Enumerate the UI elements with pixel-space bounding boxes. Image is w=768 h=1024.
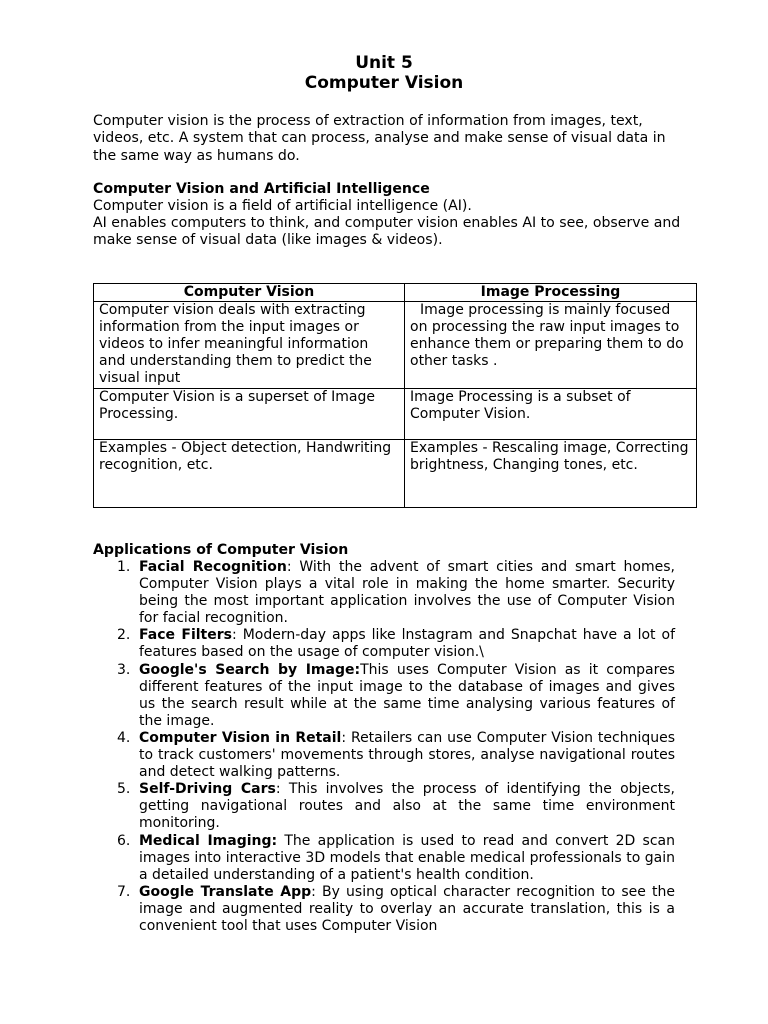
item-separator: : xyxy=(231,627,243,644)
item-term: Face Filters xyxy=(139,627,232,644)
item-separator: : xyxy=(311,883,322,900)
intro-paragraph: Computer vision is the process of extraction of information from images, text, videos, etc. A system that can process, analyse and make sense of visual data in the same way as humans do. xyxy=(93,113,666,164)
item-term: Self-Driving Cars xyxy=(139,781,276,798)
table-cell: Computer vision deals with extracting information from the input images or videos to infer meaningful information and understanding them to predict the visual input xyxy=(94,302,405,389)
table-cell: Examples - Rescaling image, Correcting brightness, Changing tones, etc. xyxy=(405,440,697,508)
item-number: 1. xyxy=(117,559,131,575)
item-term: Google's Search by Image: xyxy=(139,661,361,678)
comparison-table xyxy=(93,283,697,508)
table-header-cv: Computer Vision xyxy=(94,284,405,302)
table-header-row xyxy=(94,284,697,302)
unit-title: Unit 5 xyxy=(355,53,413,73)
list-item xyxy=(117,559,675,627)
item-separator: : xyxy=(275,781,289,798)
cv-ai-line-1: Computer vision is a field of artificial intelligence (AI). xyxy=(93,198,472,214)
item-number: 7. xyxy=(117,883,131,900)
table-row xyxy=(94,302,697,389)
item-number: 6. xyxy=(117,832,131,849)
item-term: Medical Imaging: xyxy=(139,832,278,849)
list-item xyxy=(117,661,675,730)
item-term: Facial Recognition xyxy=(139,559,287,575)
table-row xyxy=(94,389,697,440)
list-item xyxy=(117,883,676,935)
list-item xyxy=(117,627,676,661)
item-term: Google Translate App xyxy=(139,883,312,900)
item-term: Computer Vision in Retail xyxy=(139,729,342,746)
list-item xyxy=(117,729,675,781)
cv-ai-body xyxy=(93,198,693,249)
applications-heading: Applications of Computer Vision xyxy=(93,542,349,558)
cv-ai-heading: Computer Vision and Artificial Intelligence xyxy=(93,181,430,197)
item-number: 4. xyxy=(117,729,131,746)
table-cell: Image processing is mainly focused on processing the raw input images to enhance them or preparing them to do other tasks . xyxy=(405,302,697,389)
item-number: 5. xyxy=(117,781,131,798)
page-title: Computer Vision xyxy=(304,73,464,93)
table-cell: Examples - Object detection, Handwriting recognition, etc. xyxy=(94,440,405,508)
table-row xyxy=(94,440,697,508)
item-text: This uses Computer Vision as it compares different features of the input image to the database of images and gives us the search result while at the same time analysing various features of the image. xyxy=(139,661,675,729)
item-text: The application is used to read and convert 2D scan images into interactive 3D models that enable medical professionals to gain a detailed understanding of a patient's health condition. xyxy=(139,832,676,883)
table-cell: Image Processing is a subset of Computer Vision. xyxy=(405,389,697,440)
item-number: 3. xyxy=(117,661,131,678)
item-text: By using optical character recognition to see the image and augmented reality to overlay an accurate translation, this is a convenient tool that uses Computer Vision xyxy=(139,883,676,934)
item-text: Modern-day apps like lnstagram and Snapchat have a lot of features based on the usage of computer vision.\ xyxy=(139,627,676,661)
item-separator: : xyxy=(286,559,300,575)
item-text: With the advent of smart cities and smart homes, Computer Vision plays a vital role in making the home smarter. Security being the most important application involves the use of Computer Vision for facial recognition. xyxy=(139,559,675,627)
table-header-ip: Image Processing xyxy=(405,284,697,302)
cv-ai-line-2: AI enables computers to think, and computer vision enables AI to see, observe and make sense of visual data (like images & videos). xyxy=(93,215,681,248)
item-separator: : xyxy=(341,729,351,746)
applications-list xyxy=(117,559,676,935)
item-number: 2. xyxy=(117,627,131,644)
item-text: This involves the process of identifying the objects, getting navigational routes and also at the same time environment monitoring. xyxy=(139,781,676,832)
list-item xyxy=(117,832,676,884)
list-item xyxy=(117,781,676,832)
table-cell: Computer Vision is a superset of Image Processing. xyxy=(94,389,405,440)
item-text: Retailers can use Computer Vision techniques to track customers' movements through stores, analyse navigational routes and detect walking patterns. xyxy=(139,729,675,781)
